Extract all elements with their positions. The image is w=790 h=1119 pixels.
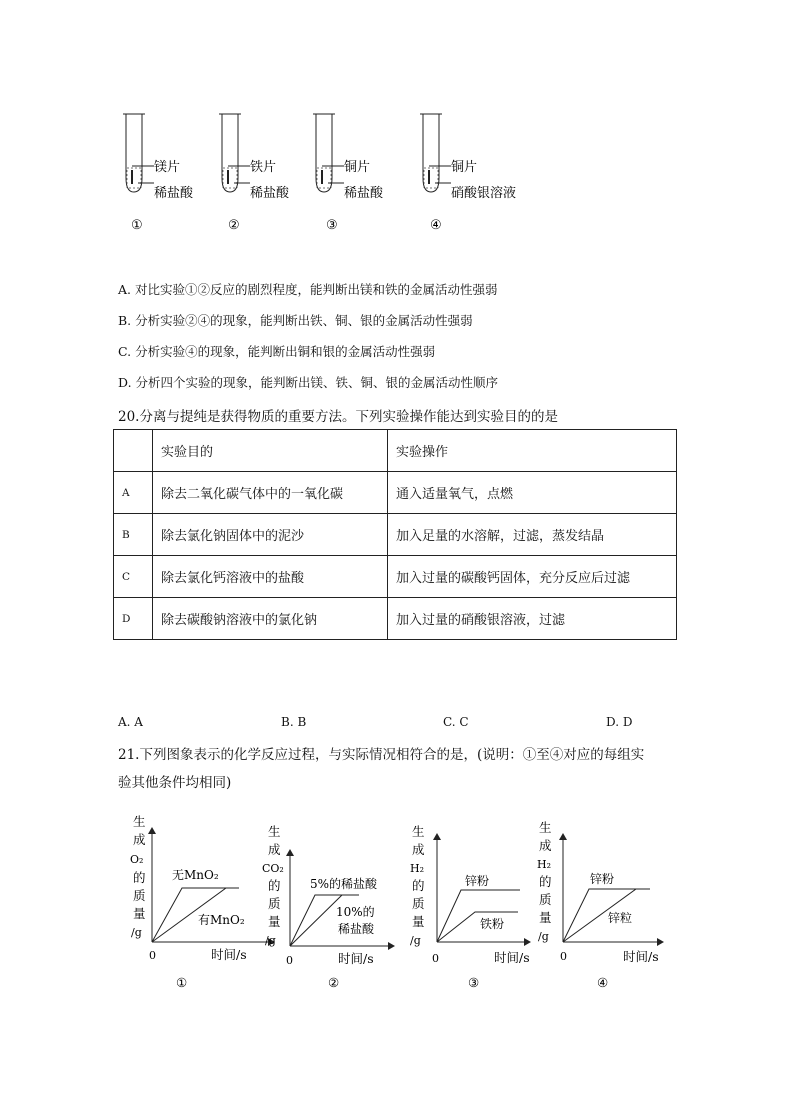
table-cell: B (114, 514, 153, 556)
graph-1-ylabel: 量 (133, 906, 146, 921)
table-header-cell: 实验目的 (153, 430, 388, 472)
graph-3-ylabel: 的 (412, 878, 425, 893)
table-cell: 加入过量的硝酸银溶液，过滤 (388, 598, 677, 640)
graph-3-lower-label: 铁粉 (480, 917, 505, 931)
graph-1-ylabel: /g (131, 926, 142, 939)
tube-2-number: ② (228, 218, 240, 233)
graph-2-upper-label: 5%的稀盐酸 (310, 877, 378, 891)
graph-2-ylabel: 的 (268, 878, 281, 893)
tube-3-liquid: 稀盐酸 (344, 186, 384, 201)
tube-4-liquid: 硝酸银溶液 (451, 186, 517, 201)
q20-option-b: B. B (281, 715, 307, 729)
graph-1-ylabel: 生 (133, 814, 146, 829)
table-cell: 加入足量的水溶解，过滤，蒸发结晶 (388, 514, 677, 556)
graph-2-lower-label: 10%的 (336, 905, 375, 919)
graph-4-ylabel: 的 (539, 874, 552, 889)
graph-4-ylabel: /g (538, 930, 549, 943)
graph-3-number: ③ (468, 975, 480, 990)
q20-option-a: A. A (118, 715, 143, 729)
table-row (114, 556, 677, 598)
graph-4-ylabel: 质 (539, 892, 552, 907)
table-cell: 除去氯化钙溶液中的盐酸 (153, 556, 388, 598)
table-row (114, 514, 677, 556)
tube-3-number: ③ (326, 218, 338, 233)
table-cell: A (114, 472, 153, 514)
q20-option-d: D. D (606, 715, 633, 729)
graph-2-ylabel: 成 (268, 842, 281, 857)
tube-1-number: ① (131, 218, 143, 233)
graph-1-ylabel: 的 (133, 870, 146, 885)
graph-3-ylabel: 生 (412, 824, 425, 839)
table-cell: 除去二氧化碳气体中的一氧化碳 (153, 472, 388, 514)
q20-stem: 20.分离与提纯是获得物质的重要方法。下列实验操作能达到实验目的的是 (118, 409, 558, 425)
graph-1-upper-label: 无MnO₂ (172, 868, 219, 882)
graph-2-xlabel: 时间/s (338, 951, 374, 966)
q20-table (113, 429, 677, 640)
test-tube-1 (123, 114, 154, 192)
graph-4-number: ④ (597, 975, 609, 990)
table-cell: 通入适量氧气，点燃 (388, 472, 677, 514)
graph-2-ylabel: 生 (268, 824, 281, 839)
graph-3-origin: 0 (432, 952, 439, 965)
table-header-cell (114, 430, 153, 472)
graph-3-ylabel: 量 (412, 914, 425, 929)
graph-1-xlabel: 时间/s (211, 947, 247, 962)
q19-option-c: C. 分析实验④的现象，能判断出铜和银的金属活动性强弱 (118, 344, 436, 359)
q19-option-b: B. 分析实验②④的现象，能判断出铁、铜、银的金属活动性强弱 (118, 313, 473, 328)
graph-2-number: ② (328, 975, 340, 990)
graph-4-ylabel: 生 (539, 820, 552, 835)
test-tube-2 (219, 114, 250, 192)
table-row (114, 598, 677, 640)
table-cell: 除去碳酸钠溶液中的氯化钠 (153, 598, 388, 640)
graph-1-lower-label: 有MnO₂ (198, 913, 245, 927)
q20-option-c: C. C (443, 715, 469, 729)
graph-3-ylabel: /g (410, 934, 421, 947)
q21-graphs (118, 812, 678, 1002)
tube-1-metal: 镁片 (154, 160, 181, 175)
q21-stem-line2: 验其他条件均相同) (118, 775, 232, 791)
test-tube-4 (420, 114, 451, 192)
table-cell: C (114, 556, 153, 598)
table-cell: 除去氯化钠固体中的泥沙 (153, 514, 388, 556)
graph-4-origin: 0 (560, 950, 567, 963)
q19-option-a: A. 对比实验①②反应的剧烈程度，能判断出镁和铁的金属活动性强弱 (118, 282, 498, 297)
graph-4 (563, 834, 663, 942)
graph-3-ylabel: 成 (412, 842, 425, 857)
graph-4-ylabel: 成 (539, 838, 552, 853)
graph-2-lower-label: 稀盐酸 (338, 922, 375, 936)
graph-3-upper-label: 锌粉 (465, 874, 490, 888)
graph-1-ylabel: O₂ (130, 853, 144, 866)
table-cell: D (114, 598, 153, 640)
graph-3-xlabel: 时间/s (494, 950, 530, 965)
q19-option-d: D. 分析四个实验的现象，能判断出镁、铁、铜、银的金属活动性顺序 (118, 375, 499, 390)
graph-4-xlabel: 时间/s (623, 949, 659, 964)
table-row (114, 472, 677, 514)
graph-4-ylabel: 量 (539, 910, 552, 925)
graph-2-origin: 0 (286, 954, 293, 967)
graph-2-ylabel: 质 (268, 896, 281, 911)
graph-2-ylabel: /g (265, 934, 276, 947)
tube-3-metal: 铜片 (344, 160, 371, 175)
graph-2-ylabel: CO₂ (262, 862, 284, 875)
table-header-cell: 实验操作 (388, 430, 677, 472)
test-tube-3 (313, 114, 344, 192)
graph-3-ylabel: H₂ (410, 862, 425, 875)
q21-stem-line1: 21.下列图象表示的化学反应过程，与实际情况相符合的是，(说明：①至④对应的每组实 (118, 747, 645, 763)
tube-2-liquid: 稀盐酸 (250, 186, 290, 201)
tube-1-liquid: 稀盐酸 (154, 186, 194, 201)
graph-4-lower-label: 锌粒 (608, 911, 633, 925)
graph-1-ylabel: 质 (133, 888, 146, 903)
graph-1-ylabel: 成 (133, 832, 146, 847)
tube-2-metal: 铁片 (250, 160, 277, 175)
graph-1-number: ① (176, 975, 188, 990)
tube-4-metal: 铜片 (451, 160, 478, 175)
graph-3-ylabel: 质 (412, 896, 425, 911)
graph-2-ylabel: 量 (268, 914, 281, 929)
graph-4-ylabel: H₂ (537, 858, 552, 871)
table-cell: 加入过量的碳酸钙固体，充分反应后过滤 (388, 556, 677, 598)
graph-1-origin: 0 (149, 949, 156, 962)
table-header-row (114, 430, 677, 472)
graph-4-upper-label: 锌粉 (590, 872, 615, 886)
test-tube-figure (110, 108, 540, 238)
tube-4-number: ④ (430, 218, 442, 233)
